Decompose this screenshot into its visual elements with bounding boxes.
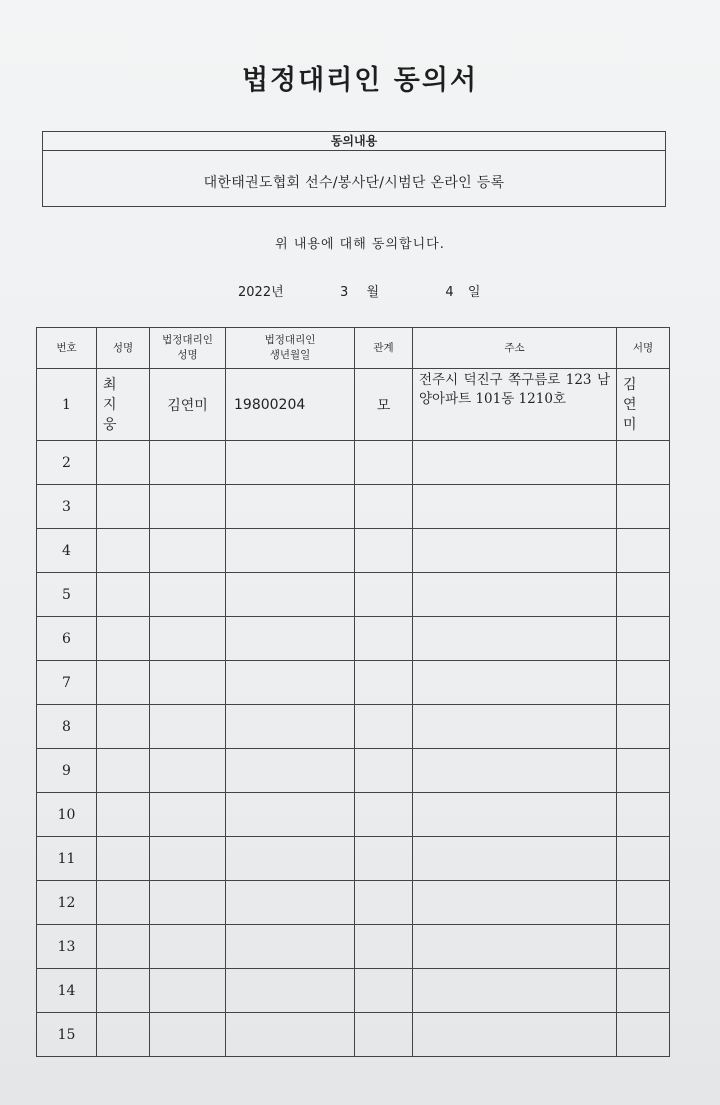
cell-signature[interactable] xyxy=(617,749,670,793)
cell-guardian-name[interactable] xyxy=(150,661,226,705)
table-row xyxy=(37,661,670,705)
cell-guardian-name[interactable] xyxy=(150,573,226,617)
cell-guardian-birth[interactable] xyxy=(226,617,355,661)
cell-guardian-birth[interactable] xyxy=(226,573,355,617)
cell-guardian-birth[interactable] xyxy=(226,705,355,749)
cell-signature[interactable] xyxy=(617,529,670,573)
cell-number: 11 xyxy=(37,837,97,881)
cell-name[interactable] xyxy=(97,793,150,837)
cell-guardian-name[interactable] xyxy=(150,485,226,529)
cell-address[interactable] xyxy=(413,749,617,793)
cell-name[interactable] xyxy=(97,881,150,925)
table-row xyxy=(37,749,670,793)
cell-relation[interactable]: 모 xyxy=(355,369,413,441)
header-guardian-name: 법정대리인 성명 xyxy=(150,328,226,369)
cell-number: 6 xyxy=(37,617,97,661)
cell-address[interactable] xyxy=(413,617,617,661)
cell-signature[interactable] xyxy=(617,661,670,705)
cell-number: 8 xyxy=(37,705,97,749)
cell-number: 1 xyxy=(37,369,97,441)
cell-signature[interactable] xyxy=(617,705,670,749)
cell-guardian-birth[interactable] xyxy=(226,1013,355,1057)
table-row xyxy=(37,441,670,485)
cell-address[interactable] xyxy=(413,1013,617,1057)
cell-name[interactable] xyxy=(97,705,150,749)
consent-header: 동의내용 xyxy=(43,132,665,151)
cell-address[interactable] xyxy=(413,485,617,529)
table-body xyxy=(37,369,670,1057)
cell-name[interactable] xyxy=(97,925,150,969)
cell-relation[interactable] xyxy=(355,969,413,1013)
header-name: 성명 xyxy=(97,328,150,369)
cell-guardian-name[interactable] xyxy=(150,969,226,1013)
cell-address[interactable] xyxy=(413,793,617,837)
cell-guardian-name[interactable] xyxy=(150,529,226,573)
cell-relation[interactable] xyxy=(355,573,413,617)
cell-name[interactable] xyxy=(97,661,150,705)
cell-address[interactable] xyxy=(413,661,617,705)
cell-guardian-name[interactable] xyxy=(150,749,226,793)
cell-name[interactable] xyxy=(97,485,150,529)
cell-guardian-birth[interactable] xyxy=(226,441,355,485)
cell-guardian-birth[interactable] xyxy=(226,485,355,529)
agree-statement: 위 내용에 대해 동의합니다. xyxy=(275,237,445,252)
cell-guardian-name[interactable] xyxy=(150,441,226,485)
cell-name[interactable]: 최 지 웅 xyxy=(97,369,150,441)
cell-number: 9 xyxy=(37,749,97,793)
cell-name[interactable] xyxy=(97,969,150,1013)
cell-guardian-birth[interactable] xyxy=(226,749,355,793)
cell-number: 3 xyxy=(37,485,97,529)
cell-signature[interactable] xyxy=(617,793,670,837)
date-day-label: 일 xyxy=(467,285,481,300)
table-row xyxy=(37,881,670,925)
date-line xyxy=(238,281,480,300)
header-relation: 관계 xyxy=(355,328,413,369)
cell-signature[interactable] xyxy=(617,1013,670,1057)
cell-address[interactable] xyxy=(413,837,617,881)
cell-guardian-name[interactable] xyxy=(150,1013,226,1057)
cell-guardian-name[interactable] xyxy=(150,705,226,749)
cell-signature[interactable] xyxy=(617,969,670,1013)
cell-relation[interactable] xyxy=(355,661,413,705)
cell-signature[interactable] xyxy=(617,837,670,881)
cell-relation[interactable] xyxy=(355,925,413,969)
cell-number: 14 xyxy=(37,969,97,1013)
cell-signature[interactable] xyxy=(617,573,670,617)
cell-name[interactable] xyxy=(97,617,150,661)
table-header-row xyxy=(37,328,670,369)
cell-relation[interactable] xyxy=(355,749,413,793)
cell-guardian-name[interactable] xyxy=(150,837,226,881)
cell-relation[interactable] xyxy=(355,881,413,925)
cell-relation[interactable] xyxy=(355,529,413,573)
cell-signature[interactable]: 김 연 미 xyxy=(617,369,670,441)
cell-relation[interactable] xyxy=(355,705,413,749)
cell-relation[interactable] xyxy=(355,485,413,529)
cell-relation[interactable] xyxy=(355,793,413,837)
cell-relation[interactable] xyxy=(355,1013,413,1057)
cell-guardian-birth[interactable] xyxy=(226,925,355,969)
cell-number: 4 xyxy=(37,529,97,573)
cell-address[interactable]: 전주시 덕진구 쪽구름로 123 남양아파트 101동 1210호 xyxy=(413,369,617,441)
cell-signature[interactable] xyxy=(617,617,670,661)
cell-name[interactable] xyxy=(97,573,150,617)
cell-number: 12 xyxy=(37,881,97,925)
cell-guardian-name[interactable] xyxy=(150,925,226,969)
cell-name[interactable] xyxy=(97,837,150,881)
cell-guardian-birth[interactable] xyxy=(226,529,355,573)
cell-address[interactable] xyxy=(413,573,617,617)
date-year: 2022년 xyxy=(238,285,284,300)
document-title: 법정대리인 동의서 xyxy=(241,65,479,96)
cell-relation[interactable] xyxy=(355,441,413,485)
header-guardian-birth: 법정대리인 생년월일 xyxy=(226,328,355,369)
header-address: 주소 xyxy=(413,328,617,369)
cell-guardian-birth[interactable] xyxy=(226,969,355,1013)
cell-name[interactable] xyxy=(97,749,150,793)
cell-number: 10 xyxy=(37,793,97,837)
cell-guardian-birth[interactable] xyxy=(226,793,355,837)
cell-guardian-name[interactable] xyxy=(150,793,226,837)
cell-guardian-birth[interactable]: 19800204 xyxy=(226,369,355,441)
cell-number: 7 xyxy=(37,661,97,705)
cell-guardian-name[interactable] xyxy=(150,617,226,661)
cell-signature[interactable] xyxy=(617,485,670,529)
cell-signature[interactable] xyxy=(617,441,670,485)
cell-number: 5 xyxy=(37,573,97,617)
table-row xyxy=(37,485,670,529)
cell-name[interactable] xyxy=(97,529,150,573)
table-row xyxy=(37,617,670,661)
cell-guardian-name[interactable] xyxy=(150,881,226,925)
table-row xyxy=(37,925,670,969)
cell-name[interactable] xyxy=(97,1013,150,1057)
consent-box xyxy=(42,131,666,207)
cell-name[interactable] xyxy=(97,441,150,485)
header-number: 번호 xyxy=(37,328,97,369)
cell-number: 13 xyxy=(37,925,97,969)
cell-guardian-birth[interactable] xyxy=(226,661,355,705)
header-signature: 서명 xyxy=(617,328,670,369)
table-row xyxy=(37,573,670,617)
cell-signature[interactable] xyxy=(617,925,670,969)
cell-address[interactable] xyxy=(413,529,617,573)
date-month-number: 3 xyxy=(339,285,349,300)
date-day-number: 4 xyxy=(445,285,454,300)
cell-address[interactable] xyxy=(413,441,617,485)
table-row xyxy=(37,529,670,573)
cell-relation[interactable] xyxy=(355,837,413,881)
table-row xyxy=(37,793,670,837)
cell-guardian-birth[interactable] xyxy=(226,881,355,925)
date-month-label: 월 xyxy=(366,285,380,300)
cell-signature[interactable] xyxy=(617,881,670,925)
table-row xyxy=(37,369,670,441)
consent-content: 대한태권도협회 선수/봉사단/시범단 온라인 등록 xyxy=(203,175,505,191)
table-row xyxy=(37,705,670,749)
table-row xyxy=(37,837,670,881)
cell-address[interactable] xyxy=(413,881,617,925)
cell-address[interactable] xyxy=(413,969,617,1013)
cell-guardian-birth[interactable] xyxy=(226,837,355,881)
table-row xyxy=(37,1013,670,1057)
cell-relation[interactable] xyxy=(355,617,413,661)
table-row xyxy=(37,969,670,1013)
cell-address[interactable] xyxy=(413,705,617,749)
cell-number: 2 xyxy=(37,441,97,485)
guardian-consent-table xyxy=(36,327,670,1057)
cell-guardian-name[interactable]: 김연미 xyxy=(150,369,226,441)
cell-number: 15 xyxy=(37,1013,97,1057)
cell-address[interactable] xyxy=(413,925,617,969)
